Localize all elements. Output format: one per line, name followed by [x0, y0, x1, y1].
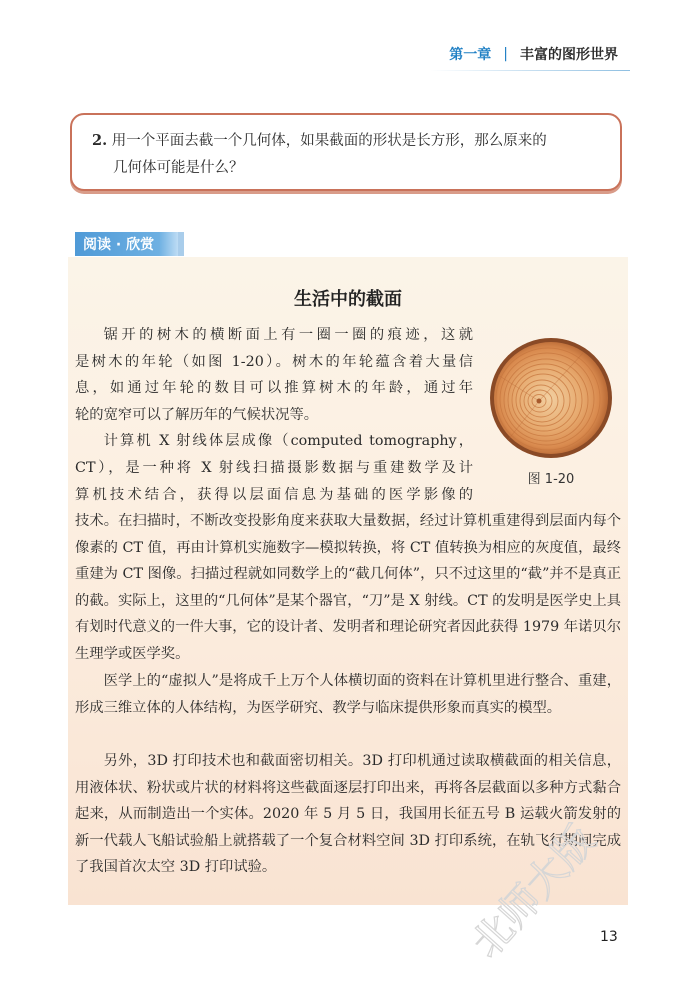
header-rule — [430, 70, 630, 71]
question-line-2: 几何体可能是什么？ — [113, 160, 244, 176]
chapter-title: 丰富的图形世界 — [520, 47, 618, 63]
article-title: 生活中的截面 — [294, 289, 402, 310]
question-box — [70, 113, 622, 191]
text-line: 轮的宽窄可以了解历年的气候状况等。 — [75, 406, 319, 423]
tree-rings-icon — [488, 335, 614, 461]
figure-caption: 图 1-20 — [527, 472, 575, 487]
article-column-text — [75, 322, 473, 508]
text-line: 锯开的树木的横断面上有一圈一圈的痕迹，这就 — [103, 327, 473, 343]
question-line-1: 2. 用一个平面去截一个几何体，如果截面的形状是长方形，那么原来的 — [92, 132, 547, 149]
text-line: 计算机 X 射线体层成像（computed tomography， — [103, 433, 473, 450]
chapter-header — [449, 44, 618, 64]
text-line: 是树木的年轮（如图 1-20）。树木的年轮蕴含着大量信 — [75, 353, 473, 370]
text-line: CT），是一种将 X 射线扫描摄影数据与重建数学及计 — [75, 459, 473, 476]
header-separator: | — [503, 46, 508, 62]
watermark-text: 北师大版 — [463, 817, 605, 967]
article-paragraph-2: 技术。在扫描时，不断改变投影角度来获取大量数据，经过计算机重建得到层面内每个像素的 CT 值，再由计算机实施数字—模拟转换，将 CT 值转换为相应的灰度值，最终重建为 CT 图像。扫描过程就如同数学上的“截几何体”，只不过这里的“截”并不是真正的截。实际上，这里的“几何体”是某个器官，“刀”是 X 射线。CT 的发明是医学史上具有划时代意义的一件大事，它的设计者、发明者和理论研究者因此获得 1979 年诺贝尔生理学或医学奖。 — [75, 513, 621, 662]
question-text-1: 用一个平面去截一个几何体，如果截面的形状是长方形，那么原来的 — [111, 133, 547, 149]
text-line: 息，如通过年轮的数目可以推算树木的年龄，通过年 — [75, 380, 473, 397]
article-paragraph-4: 另外，3D 打印技术也和截面密切相关。3D 打印机通过读取横截面的相关信息，用液体状、粉状或片状的材料将这些截面逐层打印出来，再将各层截面以多种方式黏合起来，从而制造出一个实体。2020 年 5 月 5 日，我国用长征五号 B 运载火箭发射的新一代载人飞船试验船上就搭载了一个复合材料空间 3D 打印系统，在轨飞行期间完成了我国首次太空 3D 打印试验。 — [75, 753, 621, 876]
page-number: 13 — [600, 929, 618, 945]
text-line: 算机技术结合，获得以层面信息为基础的医学影像的 — [75, 486, 473, 503]
chapter-label: 第一章 — [449, 47, 492, 63]
section-tag-tail — [178, 232, 184, 256]
question-number: 2 — [92, 132, 103, 149]
section-tag: 阅读 · 欣赏 — [75, 232, 180, 256]
article-paragraph-3: 医学上的“虚拟人”是将成千上万个人体横切面的资料在计算机里进行整合、重建，形成三维立体的人体结构，为医学研究、教学与临床提供形象而真实的模型。 — [75, 673, 621, 716]
